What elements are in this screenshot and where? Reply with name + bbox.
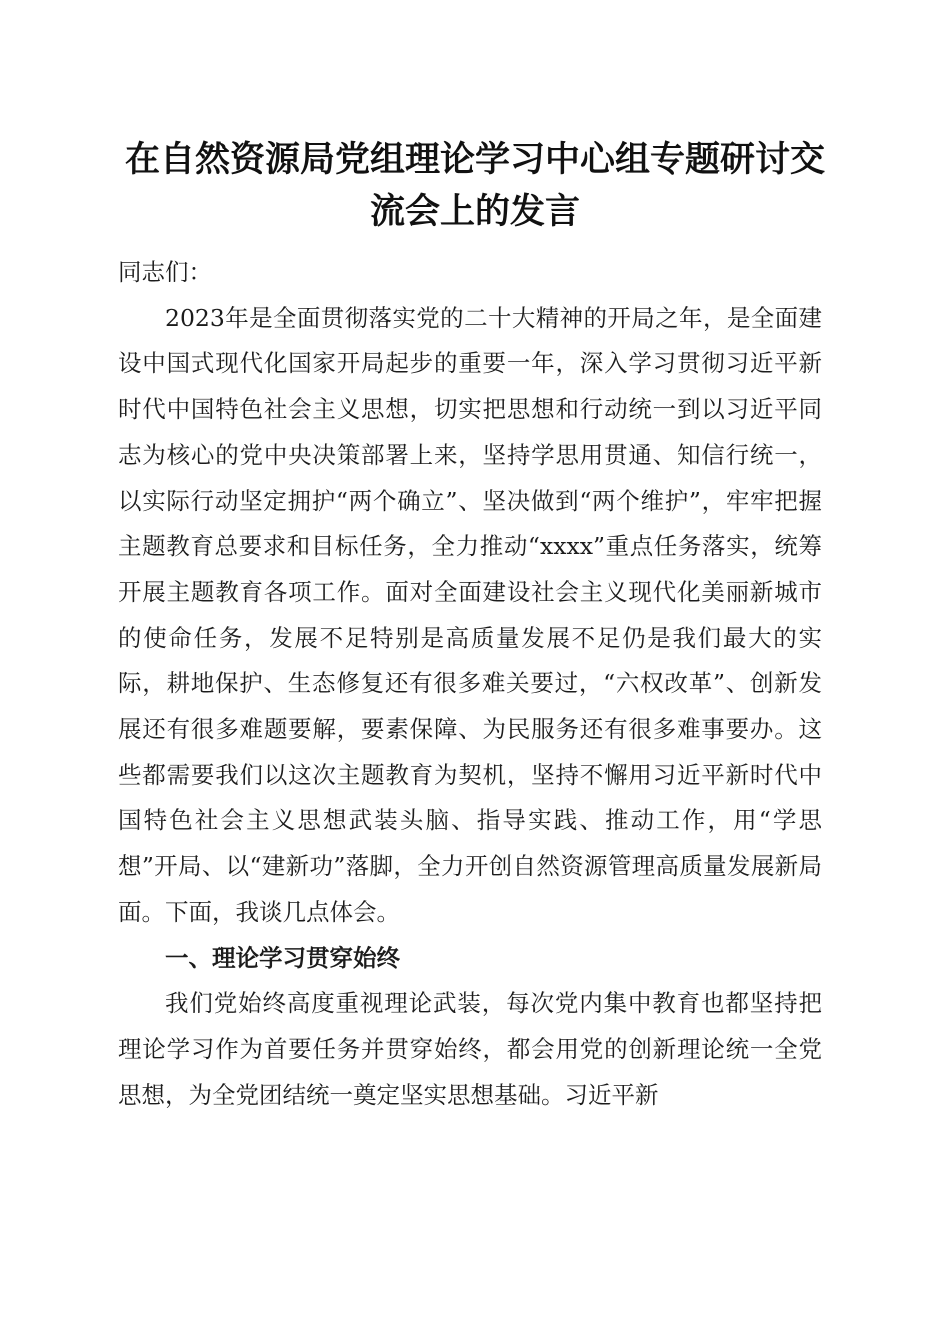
document-body (118, 250, 822, 1118)
body-paragraph-1: 2023年是全面贯彻落实党的二十大精神的开局之年，是全面建设中国式现代化国家开局起步的重要一年，深入学习贯彻习近平新时代中国特色社会主义思想，切实把思想和行动统一到以习近平同志为核心的党中央决策部署上来，坚持学思用贯通、知信行统一，以实际行动坚定拥护“两个确立”、坚决做到“两个维护”，牢牢把握主题教育总要求和目标任务，全力推动“xxxx”重点任务落实，统筹开展主题教育各项工作。面对全面建设社会主义现代化美丽新城市的使命任务，发展不足特别是高质量发展不足仍是我们最大的实际，耕地保护、生态修复还有很多难关要过，“六权改革”、创新发展还有很多难题要解，要素保障、为民服务还有很多难事要办。这些都需要我们以这次主题教育为契机，坚持不懈用习近平新时代中国特色社会主义思想武装头脑、指导实践、推动工作，用“学思想”开局、以“建新功”落脚，全力开创自然资源管理高质量发展新局面。下面，我谈几点体会。 (118, 303, 822, 926)
document-title: 在自然资源局党组理论学习中心组专题研讨交流会上的发言 (124, 139, 825, 232)
section-heading-1: 一、理论学习贯穿始终 (165, 943, 400, 972)
salutation: 同志们： (118, 258, 212, 286)
body-paragraph-2: 我们党始终高度重视理论武装，每次党内集中教育也都坚持把理论学习作为首要任务并贯穿始终，都会用党的创新理论统一全党思想，为全党团结统一奠定坚实思想基础。习近平新 (118, 989, 822, 1109)
